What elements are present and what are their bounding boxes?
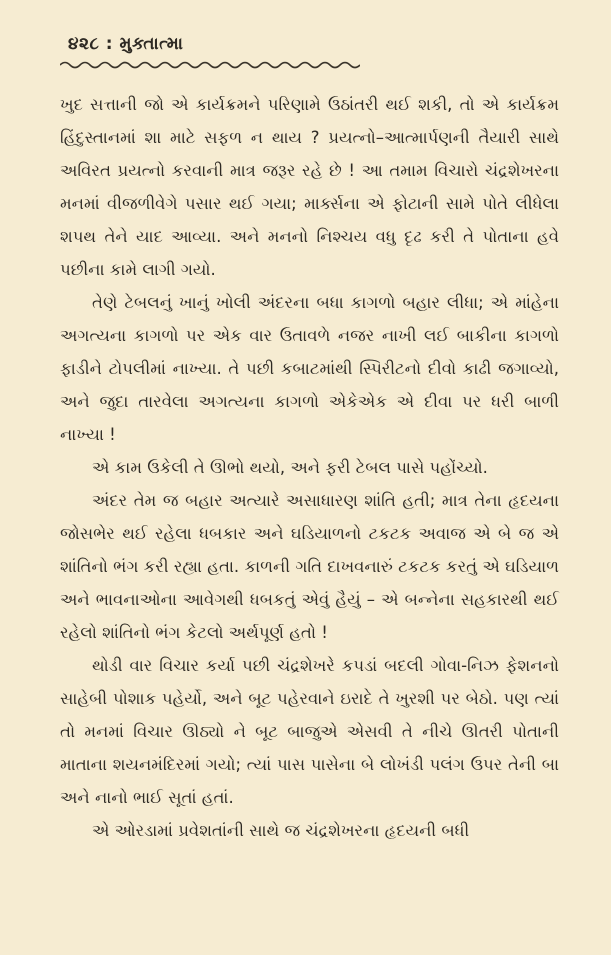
running-header: [68, 34, 559, 54]
header-wavy-rule: [60, 60, 360, 70]
running-title: મુક્તાત્મા: [119, 34, 184, 54]
header-separator: :: [105, 34, 114, 54]
paragraph: ખુદ સત્તાની જો એ કાર્યક્રમને પરિણામે ઉઠાંતરી થઈ શકી, તો એ કાર્યક્રમ હિંદુસ્તાનમાં શા માટે સફળ ન થાય ? પ્રયત્નો–આત્માર્પણની તૈયારી સાથે અવિરત પ્રયત્નો કરવાની માત્ર જરૂર રહે છે ! આ તમામ વિચારો ચંદ્રશેખરના મનમાં વીજળીવેગે પસાર થઈ ગયા; માર્ક્સના એ ફોટાની સામે પોતે લીધેલા શપથ તેને યાદ આવ્યા. અને મનનો નિશ્ચય વધુ દૃઢ કરી તે પોતાના હવે પછીના કામે લાગી ગયો.: [60, 95, 559, 279]
page-number: ૪૨૮: [68, 34, 100, 54]
paragraph: એ કામ ઉકેલી તે ઊભો થયો, અને ફરી ટેબલ પાસે પહોંચ્યો.: [92, 458, 488, 477]
paragraph: એ ઓરડામાં પ્રવેશતાંની સાથે જ ચંદ્રશેખરના હૃદયની બધી: [92, 821, 470, 840]
paragraph: અંદર તેમ જ બહાર અત્યારે અસાધારણ શાંતિ હતી; માત્ર તેના હૃદયના જોસભેર થઈ રહેલા ધબકાર અને ઘડિયાળનો ટકટક અવાજ એ બે જ એ શાંતિનો ભંગ કરી રહ્યા હતા. કાળની ગતિ દાખવનારું ટકટક કરતું એ ઘડિયાળ અને ભાવનાઓના આવેગથી ધબકતું એવું હૈયું – એ બન્નેના સહકારથી થઈ રહેલો શાંતિનો ભંગ કેટલો અર્થપૂર્ણ હતો !: [60, 491, 559, 642]
paragraph: થોડી વાર વિચાર કર્યા પછી ચંદ્રશેખરે કપડાં બદલી ગોવા-નિઝ ફેશનનો સાહેબી પોશાક પહેર્યો, અને બૂટ પહેરવાને ઇરાદે તે ખુરશી પર બેઠો. પણ ત્યાં તો મનમાં વિચાર ઊઠ્યો ને બૂટ બાજુએ એસવી તે નીચે ઊતરી પોતાની માતાના શયનમંદિરમાં ગયો; ત્યાં પાસ પાસેના બે લોખંડી પલંગ ઉપર તેની બા અને નાનો ભાઈ સૂતાં હતાં.: [60, 656, 559, 807]
paragraph: તેણે ટેબલનું ખાનું ખોલી અંદરના બધા કાગળો બહાર લીધા; એ માંહેના અગત્યના કાગળો પર એક વાર ઉતાવળે નજર નાખી લઈ બાકીના કાગળો ફાડીને ટોપલીમાં નાખ્યા. તે પછી કબાટમાંથી સ્પિરીટનો દીવો કાઢી જગાવ્યો, અને જુદા તારવેલા અગત્યના કાગળો એકેએક એ દીવા પર ધરી બાળી નાખ્યા !: [60, 293, 559, 444]
body-text: [60, 88, 559, 847]
